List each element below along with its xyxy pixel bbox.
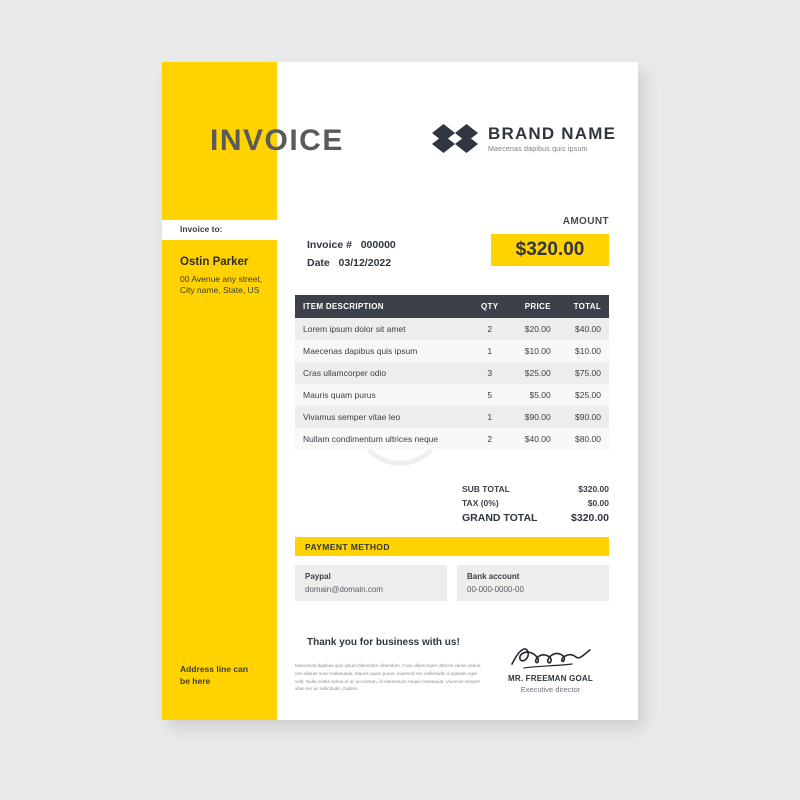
subtotal-label: SUB TOTAL: [462, 484, 510, 494]
cell-price: $25.00: [509, 362, 559, 384]
invoice-number-row: [307, 236, 396, 254]
totals-block: [462, 482, 609, 510]
cell-description: Mauris quam purus: [295, 384, 471, 406]
cell-price: $5.00: [509, 384, 559, 406]
signature-role: Executive director: [520, 685, 581, 694]
payment-card-value: 00-000-0000-00: [467, 585, 524, 594]
cell-qty: 1: [471, 340, 509, 362]
table-row: [295, 406, 609, 428]
cell-price: $10.00: [509, 340, 559, 362]
cell-qty: 1: [471, 406, 509, 428]
header-qty: QTY: [471, 295, 509, 318]
cell-qty: 2: [471, 318, 509, 340]
footer-address-line: Address line can be here: [180, 664, 249, 686]
amount-box: [491, 234, 609, 266]
line-items-table: [295, 295, 609, 450]
cell-total: $80.00: [559, 428, 609, 450]
header-total: TOTAL: [559, 295, 609, 318]
payment-methods: [295, 565, 609, 601]
invoice-date-value: 03/12/2022: [338, 257, 392, 270]
client-address-line2: City name, State, US: [180, 285, 260, 296]
cell-total: $75.00: [559, 362, 609, 384]
invoice-number-value: 000000: [360, 239, 396, 251]
client-block: [180, 256, 272, 297]
payment-card-title: Bank account: [467, 572, 520, 581]
grand-total-value: $320.00: [571, 512, 609, 524]
tax-value: $0.00: [587, 498, 609, 508]
table-row: [295, 428, 609, 450]
grand-total-row: [462, 512, 609, 524]
payment-method-bar: [295, 537, 609, 556]
table-row: [295, 362, 609, 384]
cell-total: $25.00: [559, 384, 609, 406]
cell-total: $90.00: [559, 406, 609, 428]
subtotal-row: [462, 482, 609, 496]
invoice-meta: [307, 236, 396, 273]
payment-method-label: PAYMENT METHOD: [305, 541, 390, 552]
table-header-row: [295, 295, 609, 318]
payment-card-title: Paypal: [305, 572, 331, 581]
signature-block: [492, 642, 609, 694]
cell-price: $40.00: [509, 428, 559, 450]
thank-you-text: Thank you for business with us!: [307, 637, 460, 648]
payment-card-value: domain@domain.com: [305, 585, 383, 594]
table-row: [295, 318, 609, 340]
client-name: Ostin Parker: [180, 256, 249, 268]
invoice-number-label: Invoice #: [307, 239, 352, 251]
cell-qty: 5: [471, 384, 509, 406]
payment-card-paypal: [295, 565, 447, 601]
cell-description: Nullam condimentum ultrices neque: [295, 428, 471, 450]
invoice-page: [162, 62, 638, 720]
terms-text: Maecenas dapibus quis ipsum bibendum nibendum. Cras ullamcorper ultrices varius varius, non aliquet nunc malesuada. Mauris quam purus, euismod nec sollicitudin a egestas eget velit. Nulla mattis varius et ac accumsan, id elementum neque consequat. Vivamus semper vitae leo ac sollicitudin, Nullam.: [295, 663, 482, 692]
cell-price: $20.00: [509, 318, 559, 340]
tax-row: [462, 496, 609, 510]
tax-label: TAX (0%): [462, 498, 499, 508]
header-description: ITEM DESCRIPTION: [295, 295, 471, 318]
table-body: [295, 318, 609, 450]
table-row: [295, 384, 609, 406]
table-row: [295, 340, 609, 362]
left-accent-band: [162, 62, 277, 720]
cell-total: $40.00: [559, 318, 609, 340]
cell-description: Cras ullamcorper odio: [295, 362, 471, 384]
subtotal-value: $320.00: [578, 484, 609, 494]
page-title: INVOICE: [210, 124, 344, 157]
cell-qty: 3: [471, 362, 509, 384]
signature-name: MR. FREEMAN GOAL: [508, 674, 593, 683]
grand-total-label: GRAND TOTAL: [462, 512, 538, 524]
invoice-to-label: Invoice to:: [180, 224, 223, 234]
brand-block: [432, 124, 616, 154]
brand-name: BRAND NAME: [488, 123, 617, 143]
payment-card-bank: [457, 565, 609, 601]
header-price: PRICE: [509, 295, 559, 318]
cell-total: $10.00: [559, 340, 609, 362]
cell-description: Maecenas dapibus quis ipsum: [295, 340, 471, 362]
cell-qty: 2: [471, 428, 509, 450]
amount-label: AMOUNT: [562, 216, 609, 227]
brand-text: [488, 125, 616, 153]
chevron-waves-logo-icon: [432, 124, 478, 154]
invoice-date-row: [307, 254, 396, 272]
cell-description: Vivamus semper vitae leo: [295, 406, 471, 428]
cell-price: $90.00: [509, 406, 559, 428]
cell-description: Lorem ipsum dolor sit amet: [295, 318, 471, 340]
table-head: [295, 295, 609, 318]
signature-icon: [492, 642, 609, 672]
invoice-date-label: Date: [307, 257, 330, 270]
amount-value: $320.00: [515, 239, 585, 260]
client-address-line1: 00 Avenue any street,: [180, 273, 263, 284]
brand-tagline: Maecenas dapibus quis ipsum: [488, 145, 588, 153]
